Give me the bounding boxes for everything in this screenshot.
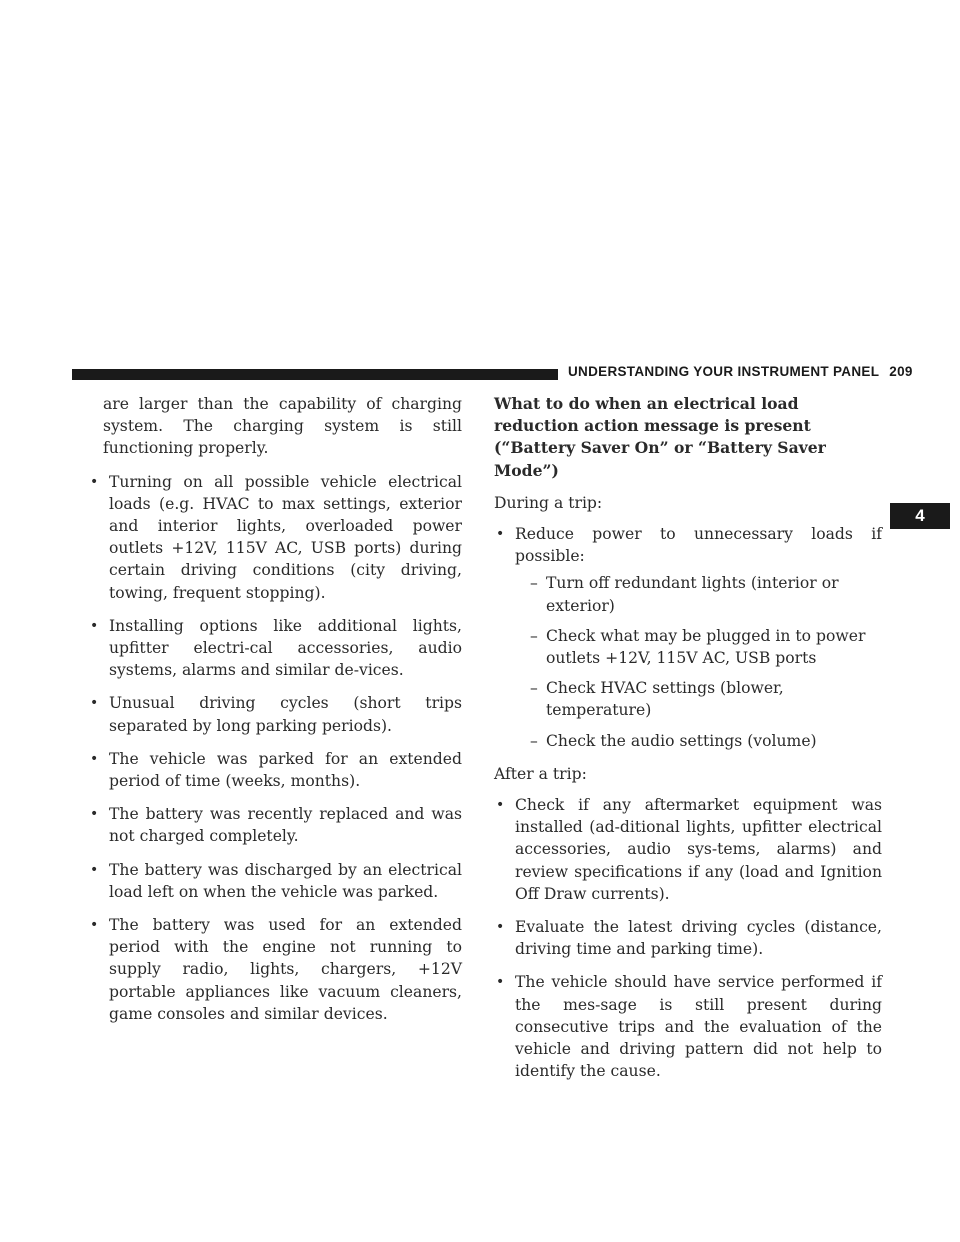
list-item: • Reduce power to unnecessary loads if possible: – Turn off redundant lights (interior or exterior) – Check what may be plugged in to power outlets +12V, 115V AC, USB ports – Check HVAC settings (blower, temperature) – Check the audio settings (volume) — [494, 523, 882, 752]
dash-icon: – — [530, 731, 538, 750]
during-trip-label: During a trip: — [494, 493, 603, 512]
bullet-icon: • — [90, 695, 99, 712]
list-item: • The battery was discharged by an electrical load left on when the vehicle was parked. — [90, 860, 462, 901]
sub-list-item: – Check the audio settings (volume) — [515, 730, 882, 752]
bullet-icon: • — [90, 861, 99, 878]
list-item: • Unusual driving cycles (short trips separated by long parking periods). — [90, 694, 462, 735]
running-header — [568, 364, 913, 379]
list-item: • The vehicle was parked for an extended period of time (weeks, months). — [90, 749, 462, 791]
section-title: UNDERSTANDING YOUR INSTRUMENT PANEL — [568, 364, 880, 379]
header-rule — [72, 369, 558, 380]
list-item: • Evaluate the latest driving cycles (distance, driving time and parking time). — [496, 918, 882, 959]
continuation-text: are larger than the capability of charging system. The charging system is still functioning properly. — [103, 395, 462, 458]
section-subheading: What to do when an electrical load reduction action message is present (“Battery Saver On” or “Battery Saver Mode”) — [494, 394, 826, 480]
sub-list-item: – Turn off redundant lights (interior or exterior) — [530, 574, 839, 615]
list-item: • The vehicle should have service performed if the mes-sage is still present during consecutive trips and the evaluation of the vehicle and driving pattern did not help to identify the cause. — [496, 973, 882, 1081]
sub-list-item: – Check HVAC settings (blower, temperature) — [530, 679, 784, 720]
list-item: • The battery was recently replaced and was not charged completely. — [90, 805, 462, 846]
bullet-icon: • — [90, 806, 99, 823]
sub-list-item: – Check what may be plugged in to power outlets +12V, 115V AC, USB ports — [530, 626, 866, 668]
list-item: • The battery was used for an extended period with the engine not running to supply radio, lights, chargers, +12V portable appliances like vacuum cleaners, game consoles and similar devices. — [90, 916, 462, 1023]
bullet-icon: • — [90, 473, 99, 490]
bullet-icon: • — [496, 526, 505, 543]
bullet-icon: • — [90, 750, 99, 767]
list-item: • Turning on all possible vehicle electrical loads (e.g. HVAC to max settings, exterior and interior lights, overloaded power outlets +12V, 115V AC, USB ports) during certain driving conditions (city driving, towing, frequent stopping). — [90, 472, 462, 602]
bullet-icon: • — [496, 974, 505, 991]
left-column — [88, 393, 462, 1036]
list-item: • Installing options like additional lights, upfitter electri-cal accessories, audio systems, alarms and similar de-vices. — [90, 616, 462, 680]
bullet-icon: • — [90, 617, 99, 634]
right-column — [494, 393, 882, 1093]
chapter-tab: 4 — [890, 503, 950, 529]
page-number: 209 — [889, 364, 913, 379]
sub-list — [515, 572, 882, 751]
dash-icon: – — [530, 679, 538, 698]
list-item: • Check if any aftermarket equipment was installed (ad-ditional lights, upfitter electrical accessories, audio sys-tems, alarms) and review specifications if any (load and Ignition Off Draw currents). — [496, 796, 882, 903]
bullet-icon: • — [496, 919, 505, 936]
bullet-icon: • — [90, 917, 99, 934]
dash-icon: – — [530, 574, 538, 593]
after-trip-label: After a trip: — [494, 764, 587, 783]
bullet-icon: • — [496, 797, 505, 814]
dash-icon: – — [530, 626, 538, 645]
